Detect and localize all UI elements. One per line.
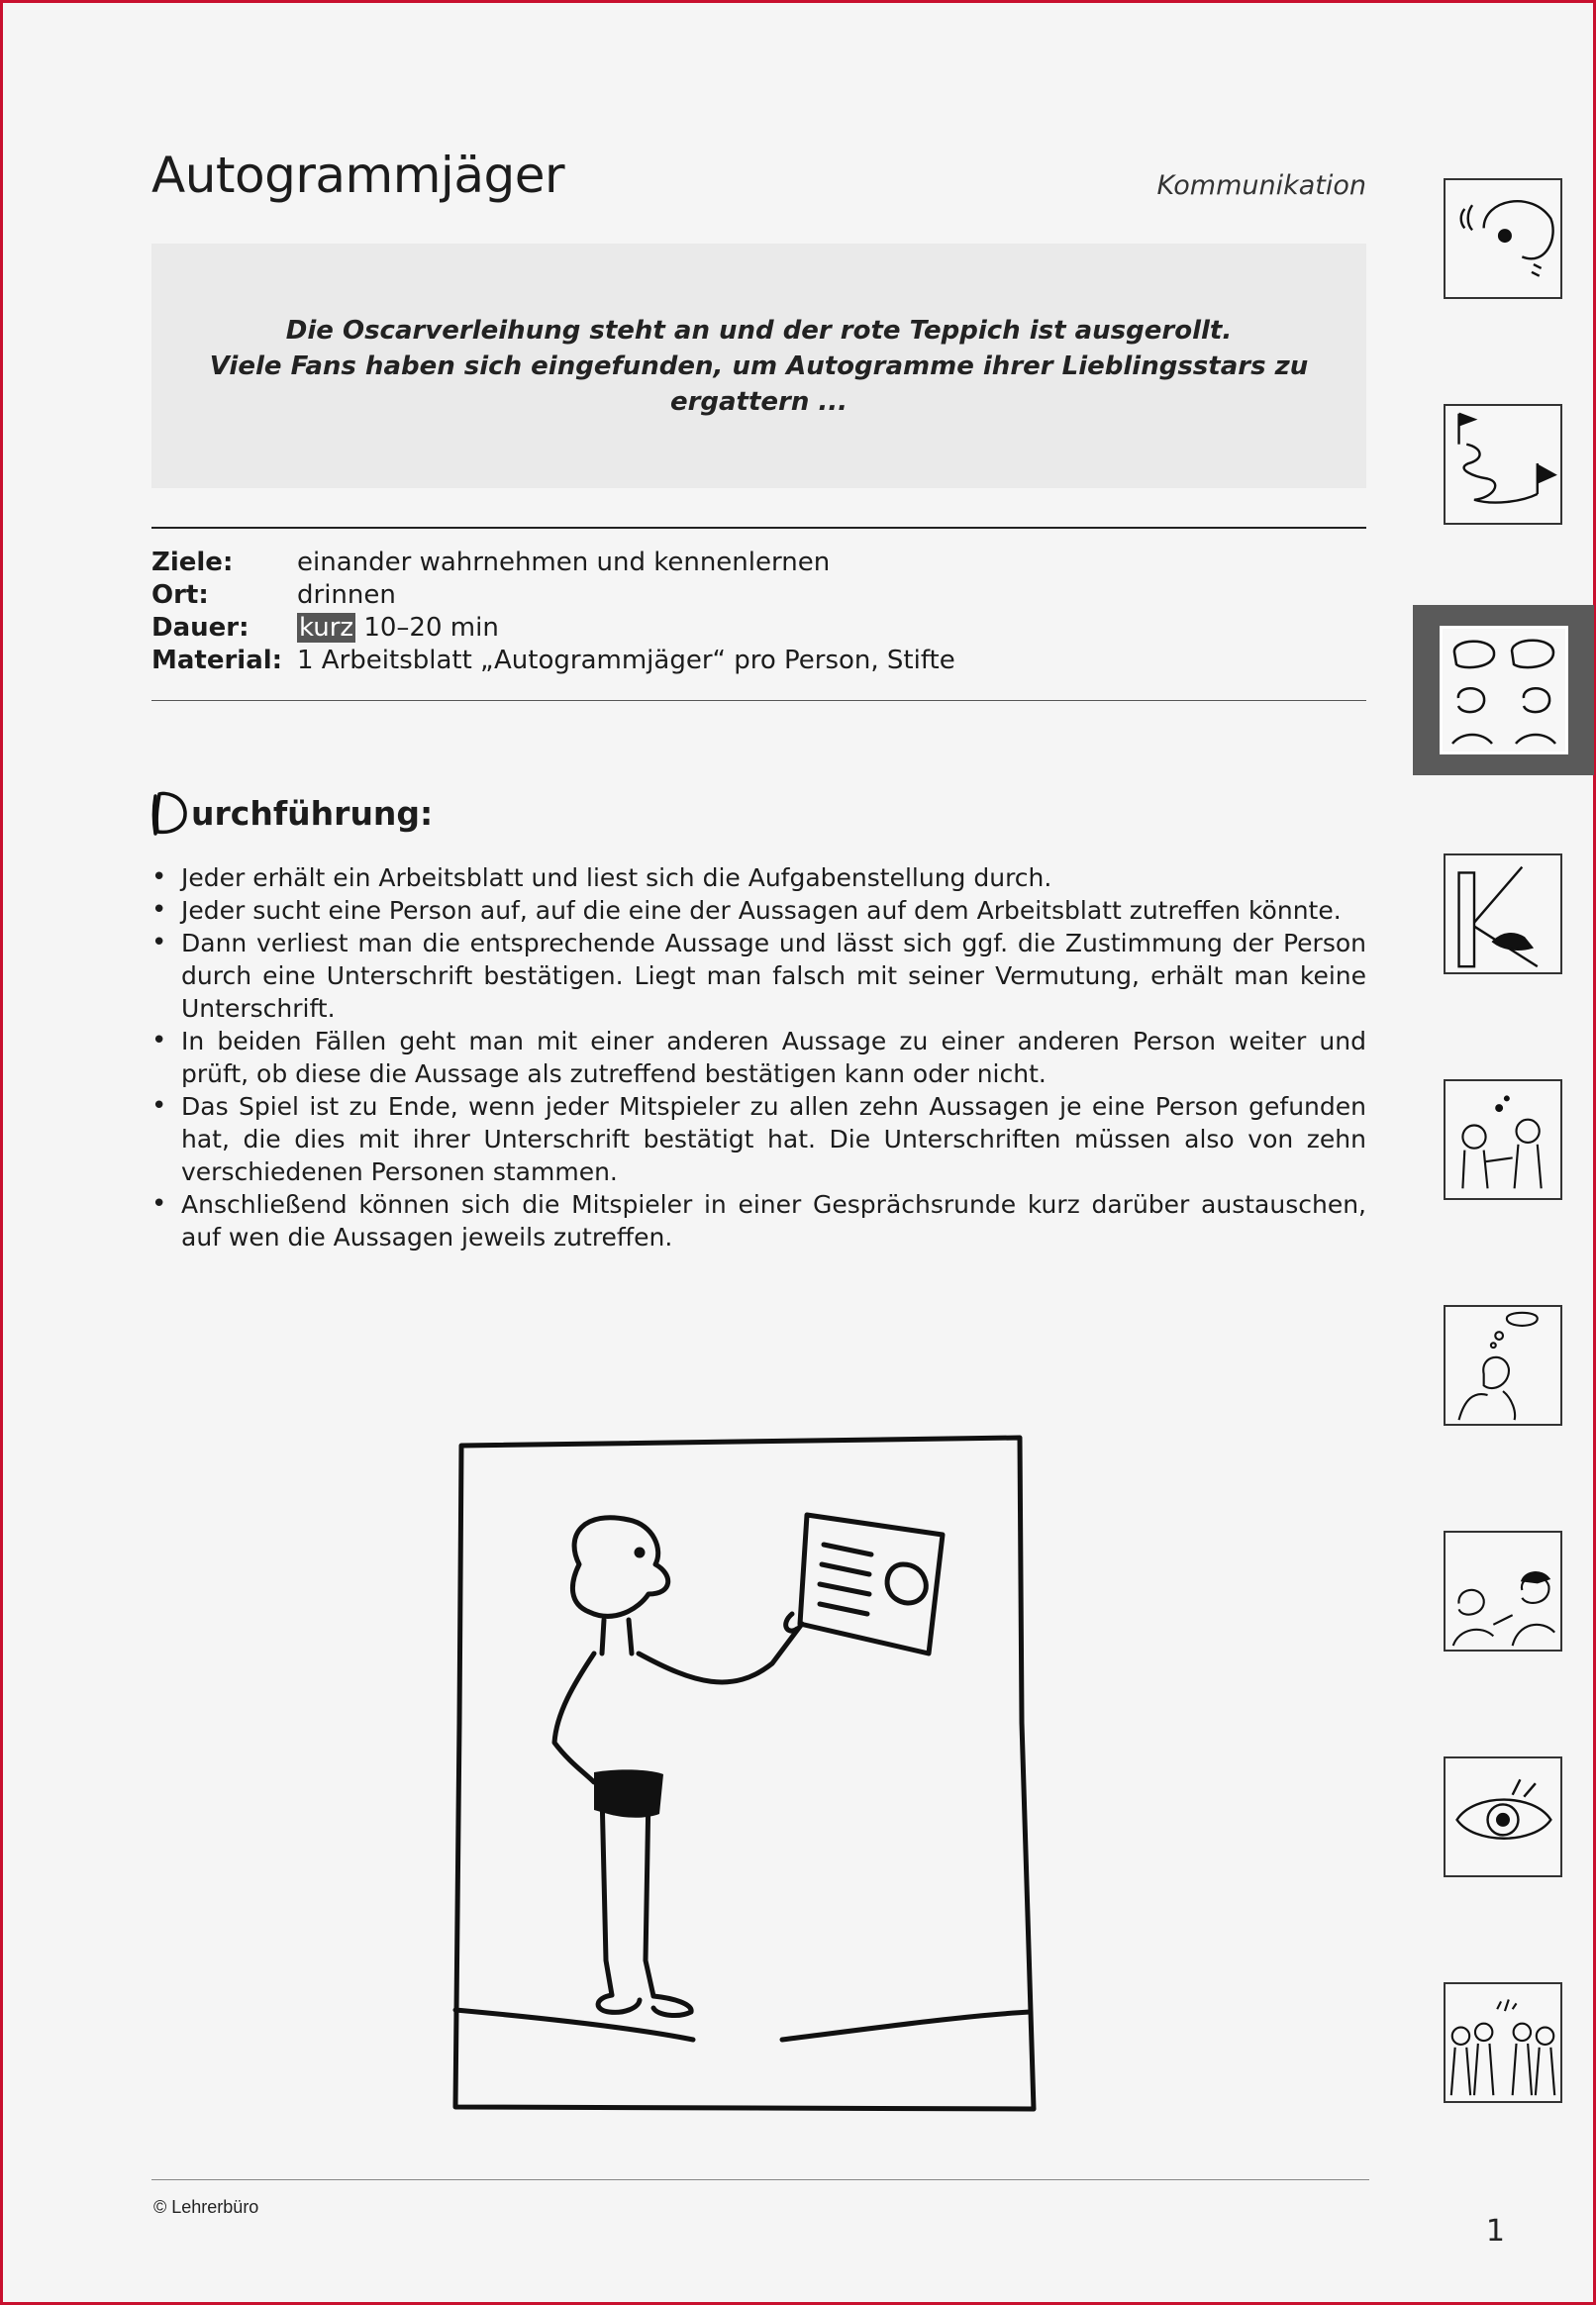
duration-badge: kurz (299, 613, 354, 643)
list-item: • Anschließend können sich die Mitspieler in einer Gesprächsrunde kurz darüber austauschen, auf wen die Aussagen jeweils zutreffen. (151, 1188, 1366, 1253)
intro-line-1: Die Oscarverleihung steht an und der rote Teppich ist ausgerollt. (285, 315, 1233, 346)
list-item: • Dann verliest man die entsprechende Aussage und lässt sich ggf. die Zustimmung der Person durch eine Unterschrift bestätigen. Liegt man falsch mit seiner Vermutung, erhält man keine Unterschrift. (151, 927, 1366, 1025)
cartoon-illustration (446, 1426, 1079, 2119)
letter-k-pen-icon (1446, 855, 1560, 972)
listening-face-icon (1446, 180, 1560, 297)
duration-value: 10–20 min (363, 613, 499, 643)
list-item: • In beiden Fällen geht man mit einer anderen Aussage zu einer anderen Person weiter und prüft, ob diese die Aussage als zutreffend bestätigen kann oder nicht. (151, 1025, 1366, 1090)
page-title: Autogrammjäger (151, 147, 565, 204)
goals-value: einander wahrnehmen und kennenlernen (297, 548, 831, 577)
page-number: 1 (1485, 2214, 1505, 2249)
list-item: • Das Spiel ist zu Ende, wenn jeder Mitspieler zu allen zehn Aussagen je eine Person gefunden hat, die dies mit ihrer Unterschrift bestätigt hat. Die Unterschriften müssen also von zehn verschiedenen Personen stammen. (151, 1090, 1366, 1188)
sidebar-icon-9[interactable] (1444, 1982, 1562, 2103)
sidebar-icon-1[interactable] (1444, 178, 1562, 299)
heading-text: urchführung: (191, 793, 434, 833)
two-people-icon (1446, 1081, 1560, 1198)
sidebar-icon-3-active[interactable] (1413, 605, 1594, 775)
instruction-list (151, 861, 1366, 1253)
list-item: • Jeder erhält ein Arbeitsblatt und liest sich die Aufgabenstellung durch. (151, 861, 1366, 894)
thinking-person-icon (1446, 1307, 1560, 1424)
material-value: 1 Arbeitsblatt „Autogrammjäger“ pro Person, Stifte (297, 646, 955, 675)
meta-goals (151, 547, 955, 579)
sidebar-icon-8[interactable] (1444, 1756, 1562, 1877)
category-label: Kommunikation (1156, 170, 1366, 201)
material-label: Material: (151, 646, 283, 675)
intro-line-2: Viele Fans haben sich eingefunden, um Autogramme ihrer Lieblingsstars zu ergattern ... (209, 351, 1309, 417)
copyright-notice: © Lehrerbüro (153, 2197, 259, 2217)
divider-top (151, 527, 1366, 529)
goals-label: Ziele: (151, 548, 234, 577)
meta-info (151, 547, 955, 677)
group-people-icon (1446, 1984, 1560, 2101)
divider-bottom (151, 700, 1366, 701)
meta-material (151, 645, 955, 677)
intro-box (151, 244, 1366, 488)
location-label: Ort: (151, 580, 209, 610)
sidebar-icon-7[interactable] (1444, 1531, 1562, 1652)
sidebar-icon-4[interactable] (1444, 853, 1562, 974)
meta-location (151, 579, 955, 612)
footer-divider (151, 2179, 1369, 2180)
sidebar-icon-2[interactable] (1444, 404, 1562, 525)
eye-icon (1446, 1758, 1560, 1875)
sidebar-icon-5[interactable] (1444, 1079, 1562, 1200)
sidebar-icon-6[interactable] (1444, 1305, 1562, 1426)
meta-duration (151, 612, 955, 645)
location-value: drinnen (297, 580, 396, 610)
path-flag-icon (1446, 406, 1560, 523)
decorative-initial-d (151, 788, 189, 838)
conversation-icon (1443, 629, 1565, 752)
list-item: • Jeder sucht eine Person auf, auf die eine der Aussagen auf dem Arbeitsblatt zutreffen könnte. (151, 894, 1366, 927)
section-heading (151, 788, 433, 838)
interview-icon (1446, 1533, 1560, 1650)
duration-label: Dauer: (151, 613, 249, 643)
